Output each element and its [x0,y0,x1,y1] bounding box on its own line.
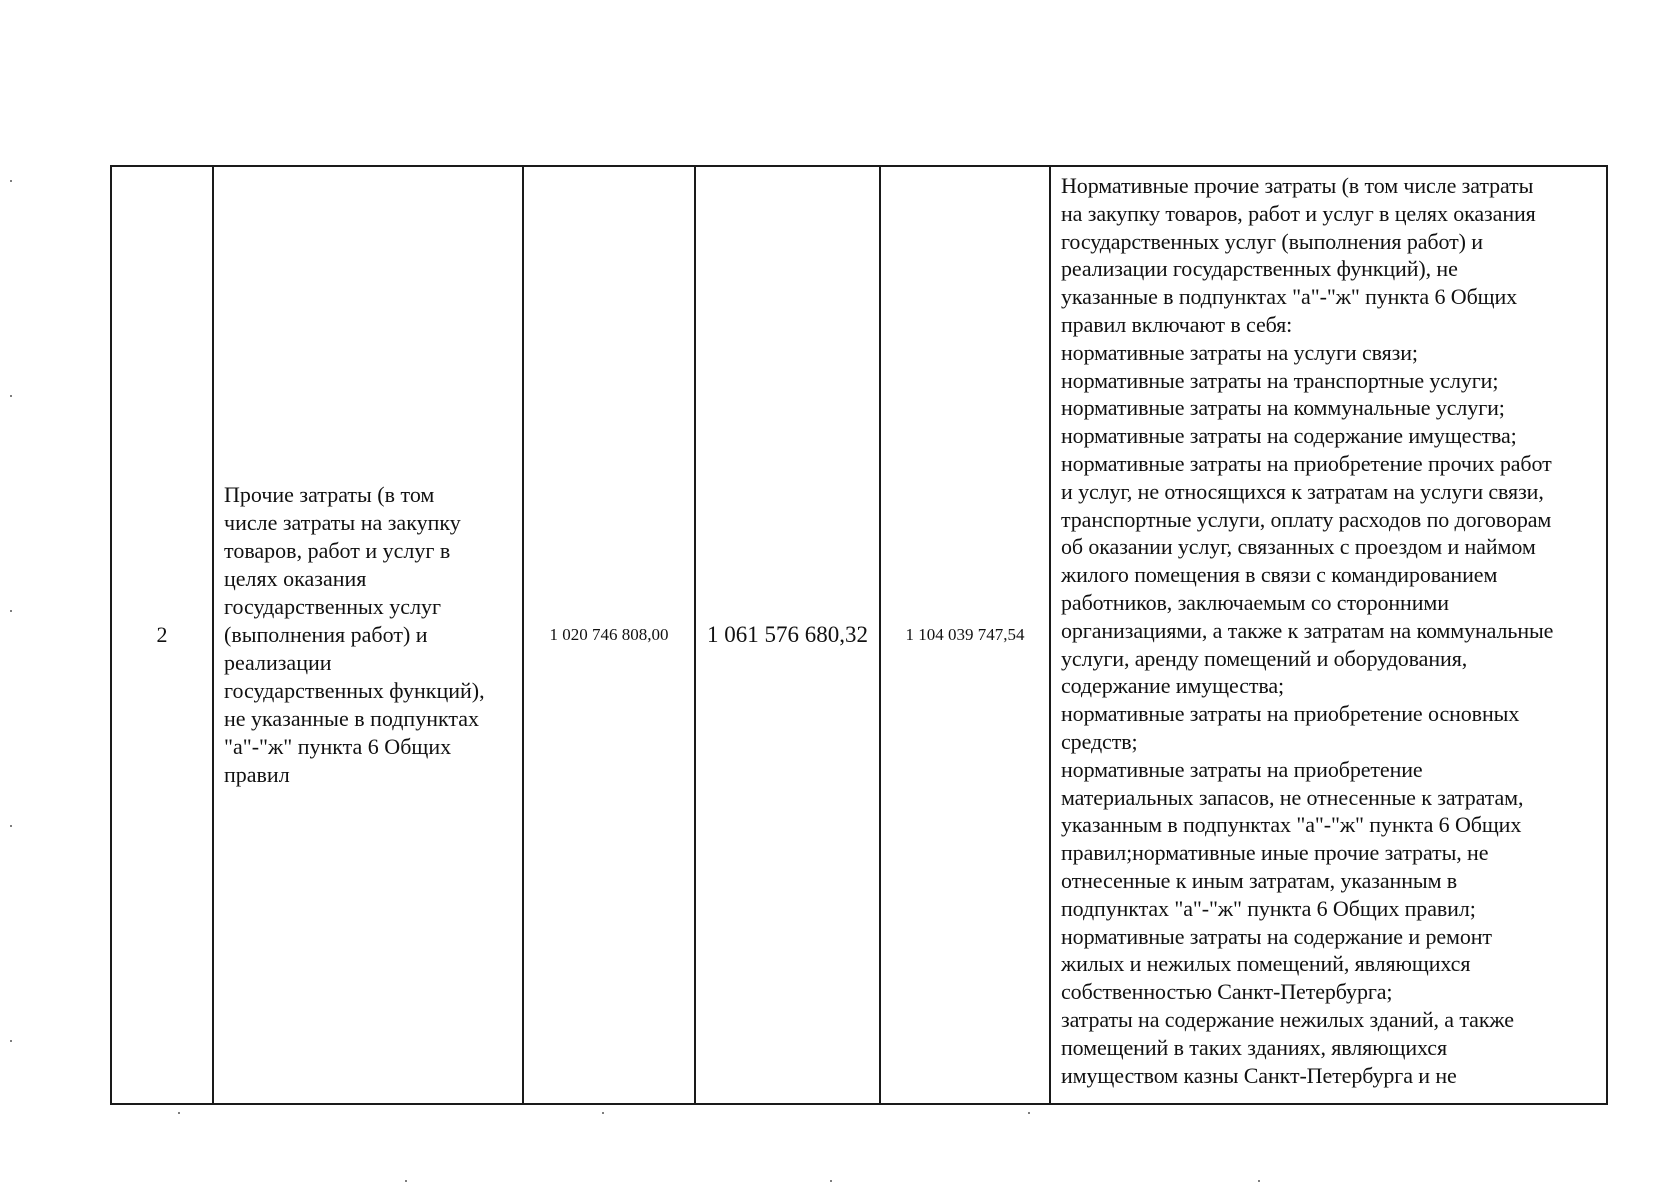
scan-speck [10,610,12,612]
row-description: Нормативные прочие затраты (в том числе затраты на закупку товаров, работ и услуг в целях оказания государственных услуг (выполнения работ) и реализации государственных функций), не указанные в подпунктах "а"-"ж" пункта 6 Общих правил включают в себя: нормативные затраты на услуги связи; нормативные затраты на транспортные услуги; нормативные затраты на коммунальные услуги; нормативные затраты на содержание имущества; нормативные затраты на приобретение прочих работ и услуг, не относящихся к затратам на услуги связи, транспортные услуги, оплату расходов по договорам об оказании услуг, связанных с проездом и наймом жилого помещения в связи с командированием работников, заключаемым со сторонними организациями, а также к затратам на коммунальные услуги, аренду помещений и оборудования, содержание имущества; нормативные затраты на приобретение основных средств; нормативные затраты на приобретение материальных запасов, не отнесенные к затратам, указанным в подпунктах "а"-"ж" пункта 6 Общих правил;нормативные иные прочие затраты, не отнесенные к иным затратам, указанным в подпунктах "а"-"ж" пункта 6 Общих правил; нормативные затраты на содержание и ремонт жилых и нежилых помещений, являющихся собственностью Санкт-Петербурга; затраты на содержание нежилых зданий, а также помещений в таких зданиях, являющихся имуществом казны Санкт-Петербурга и не [1061,173,1554,1088]
value-2: 1 061 576 680,32 [707,622,868,647]
value-3: 1 104 039 747,54 [905,625,1025,644]
scan-speck [830,1180,832,1182]
scan-speck [1258,1180,1260,1182]
description-cell [1050,166,1607,1104]
scan-speck [10,395,12,397]
value-1: 1 020 746 808,00 [549,625,669,644]
value-1-cell [523,166,695,1104]
scan-speck [178,1112,180,1114]
value-3-cell [880,166,1050,1104]
table-row [111,166,1607,1104]
scan-speck [602,1112,604,1114]
scan-speck [10,1040,12,1042]
row-number-cell [111,166,213,1104]
scan-speck [1028,1112,1030,1114]
costs-table [110,165,1608,1105]
row-name: Прочие затраты (в том числе затраты на закупку товаров, работ и услуг в целях оказания государственных услуг (выполнения работ) и реализации государственных функций), не указанные в подпунктах "а"-"ж" пункта 6 Общих правил [224,482,485,787]
scan-speck [10,825,12,827]
scan-speck [405,1180,407,1182]
row-name-cell [213,166,523,1104]
scan-speck [10,180,12,182]
row-number: 2 [156,622,168,647]
value-2-cell [695,166,880,1104]
